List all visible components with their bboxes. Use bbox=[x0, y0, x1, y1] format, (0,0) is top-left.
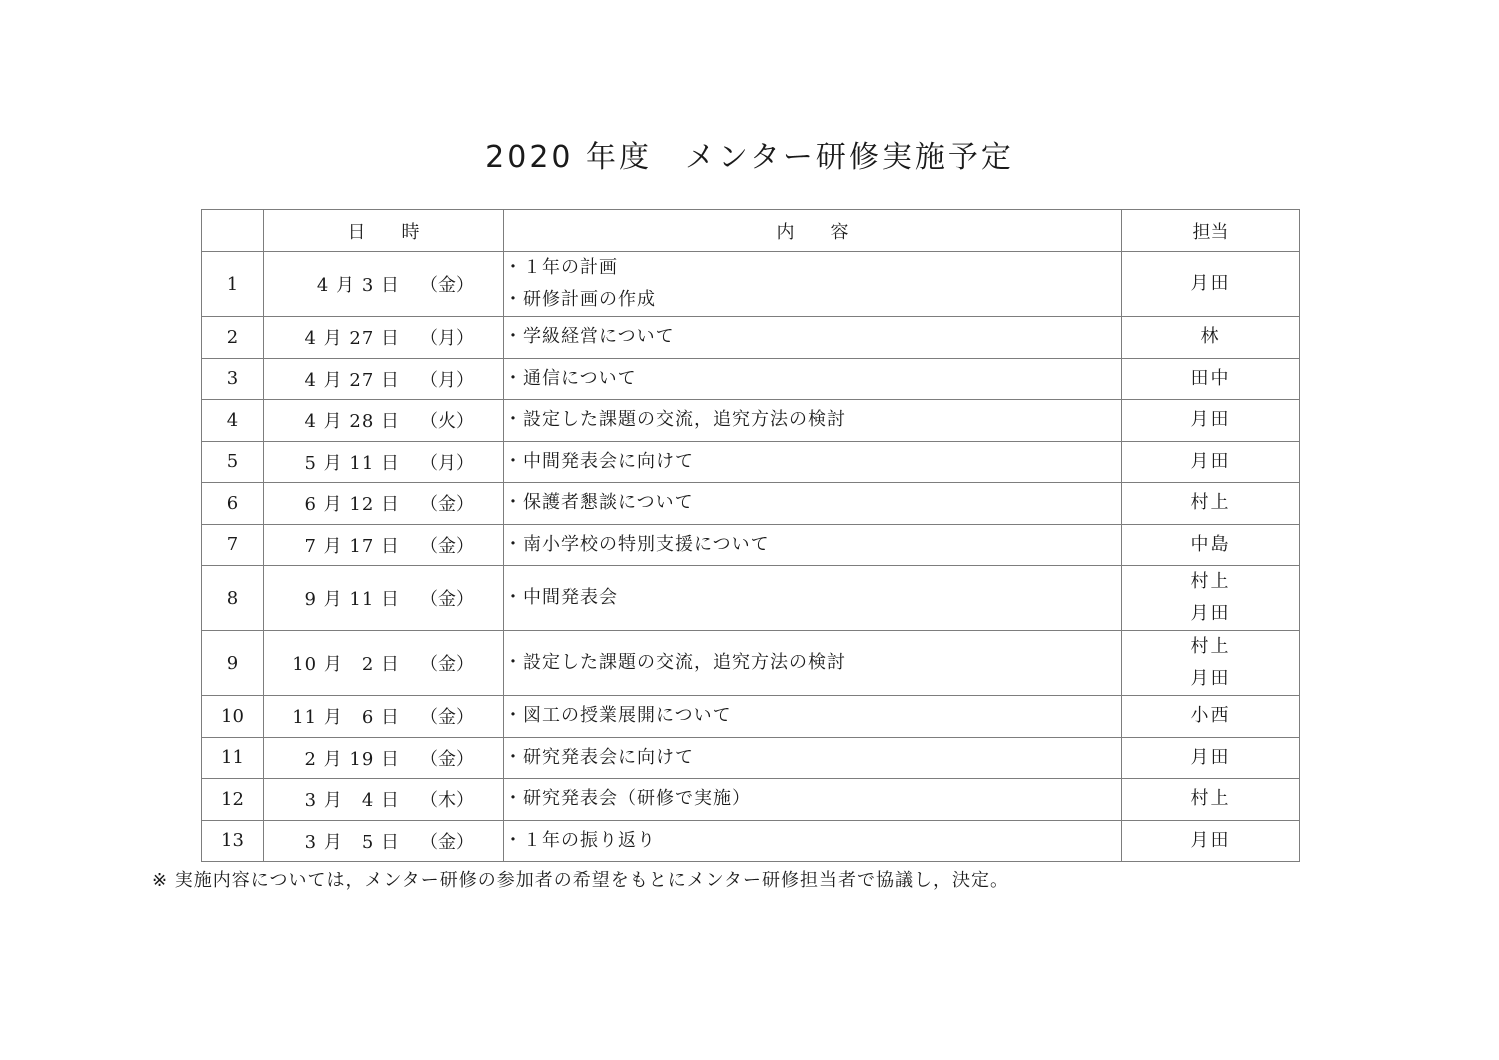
row-staff bbox=[1122, 400, 1300, 442]
row-month-day: 3 月 5 日 bbox=[304, 831, 400, 853]
row-staff bbox=[1122, 696, 1300, 738]
row-month-day: 4 月 27 日 bbox=[304, 369, 400, 391]
table-row bbox=[202, 252, 1300, 317]
header-row bbox=[202, 210, 1300, 252]
row-staff bbox=[1122, 358, 1300, 400]
table-row bbox=[202, 441, 1300, 483]
table-row bbox=[202, 566, 1300, 631]
row-content bbox=[504, 400, 1122, 442]
staff-name: 月田 bbox=[1190, 746, 1231, 768]
row-staff bbox=[1122, 631, 1300, 696]
content-line: ・１年の振り返り bbox=[504, 829, 656, 851]
staff-name: 月田 bbox=[1190, 450, 1231, 472]
row-date bbox=[264, 631, 504, 696]
header-date: 日 時 bbox=[264, 210, 504, 252]
row-number: 3 bbox=[202, 358, 264, 400]
content-line: ・設定した課題の交流，追究方法の検討 bbox=[504, 652, 846, 673]
row-month-day: 4 月 3 日 bbox=[316, 275, 400, 296]
staff-name: 月田 bbox=[1190, 273, 1231, 294]
row-weekday: （金） bbox=[420, 275, 474, 296]
row-weekday: （金） bbox=[420, 589, 474, 610]
row-number: 10 bbox=[202, 696, 264, 738]
table-row bbox=[202, 631, 1300, 696]
row-staff bbox=[1122, 779, 1300, 821]
content-line: ・設定した課題の交流，追究方法の検討 bbox=[504, 409, 846, 431]
row-date bbox=[264, 779, 504, 821]
content-line: ・１年の計画 bbox=[504, 257, 618, 278]
content-line: ・研究発表会に向けて bbox=[504, 746, 694, 768]
row-weekday: （金） bbox=[420, 748, 474, 770]
row-content bbox=[504, 441, 1122, 483]
row-staff bbox=[1122, 483, 1300, 525]
row-number: 13 bbox=[202, 820, 264, 862]
staff-name: 月田 bbox=[1190, 409, 1231, 431]
row-weekday: （月） bbox=[420, 328, 474, 350]
row-month-day: 10 月 2 日 bbox=[292, 654, 400, 675]
schedule-table bbox=[201, 209, 1300, 862]
table-row bbox=[202, 779, 1300, 821]
staff-name: 月田 bbox=[1190, 603, 1231, 624]
row-date bbox=[264, 696, 504, 738]
page-title: 2020 年度 メンター研修実施予定 bbox=[485, 140, 1014, 175]
content-line: ・研修計画の作成 bbox=[504, 289, 656, 310]
row-date bbox=[264, 252, 504, 317]
content-line: ・中間発表会 bbox=[504, 587, 618, 608]
staff-name: 中島 bbox=[1190, 533, 1231, 555]
row-staff bbox=[1122, 252, 1300, 317]
table-row bbox=[202, 400, 1300, 442]
row-staff bbox=[1122, 524, 1300, 566]
row-content bbox=[504, 779, 1122, 821]
row-date bbox=[264, 820, 504, 862]
row-number: 4 bbox=[202, 400, 264, 442]
row-weekday: （木） bbox=[420, 790, 474, 812]
row-weekday: （月） bbox=[420, 369, 474, 391]
row-content bbox=[504, 317, 1122, 359]
row-number: 5 bbox=[202, 441, 264, 483]
row-month-day: 2 月 19 日 bbox=[304, 748, 400, 770]
staff-name: 村上 bbox=[1190, 571, 1231, 592]
staff-name: 村上 bbox=[1190, 492, 1231, 514]
content-line: ・通信について bbox=[504, 367, 637, 389]
row-content bbox=[504, 820, 1122, 862]
table-row bbox=[202, 820, 1300, 862]
row-month-day: 7 月 17 日 bbox=[304, 535, 400, 557]
content-line: ・研究発表会（研修で実施） bbox=[504, 788, 751, 810]
table-row bbox=[202, 524, 1300, 566]
row-content bbox=[504, 631, 1122, 696]
table-row bbox=[202, 358, 1300, 400]
row-staff bbox=[1122, 441, 1300, 483]
row-date bbox=[264, 483, 504, 525]
row-date bbox=[264, 524, 504, 566]
row-content bbox=[504, 252, 1122, 317]
table-row bbox=[202, 317, 1300, 359]
footnote: ※ 実施内容については，メンター研修の参加者の希望をもとにメンター研修担当者で協議し，決定。 bbox=[152, 870, 1009, 891]
row-month-day: 5 月 11 日 bbox=[304, 452, 400, 474]
row-month-day: 6 月 12 日 bbox=[304, 494, 400, 516]
row-number: 2 bbox=[202, 317, 264, 359]
row-date bbox=[264, 566, 504, 631]
row-content bbox=[504, 566, 1122, 631]
row-weekday: （金） bbox=[420, 707, 474, 729]
row-number: 11 bbox=[202, 737, 264, 779]
row-month-day: 9 月 11 日 bbox=[304, 589, 400, 610]
row-date bbox=[264, 400, 504, 442]
row-number: 1 bbox=[202, 252, 264, 317]
staff-name: 林 bbox=[1200, 326, 1221, 348]
row-number: 8 bbox=[202, 566, 264, 631]
row-date bbox=[264, 317, 504, 359]
staff-name: 月田 bbox=[1190, 829, 1231, 851]
row-date bbox=[264, 358, 504, 400]
content-line: ・中間発表会に向けて bbox=[504, 450, 694, 472]
row-month-day: 3 月 4 日 bbox=[304, 790, 400, 812]
table-row bbox=[202, 737, 1300, 779]
row-number: 7 bbox=[202, 524, 264, 566]
table-row bbox=[202, 483, 1300, 525]
row-content bbox=[504, 696, 1122, 738]
row-weekday: （金） bbox=[420, 494, 474, 516]
row-date bbox=[264, 441, 504, 483]
row-month-day: 4 月 27 日 bbox=[304, 328, 400, 350]
staff-name: 月田 bbox=[1190, 668, 1231, 689]
row-content bbox=[504, 358, 1122, 400]
row-number: 9 bbox=[202, 631, 264, 696]
table-row bbox=[202, 696, 1300, 738]
content-line: ・図工の授業展開について bbox=[504, 705, 732, 727]
header-content: 内 容 bbox=[504, 210, 1122, 252]
staff-name: 村上 bbox=[1190, 636, 1231, 657]
row-weekday: （金） bbox=[420, 831, 474, 853]
row-number: 6 bbox=[202, 483, 264, 525]
row-date bbox=[264, 737, 504, 779]
schedule-body bbox=[202, 252, 1300, 862]
row-weekday: （火） bbox=[420, 411, 474, 433]
row-weekday: （金） bbox=[420, 654, 474, 675]
header-staff: 担当 bbox=[1122, 210, 1300, 252]
row-staff bbox=[1122, 820, 1300, 862]
staff-name: 田中 bbox=[1190, 367, 1231, 389]
row-weekday: （金） bbox=[420, 535, 474, 557]
row-weekday: （月） bbox=[420, 452, 474, 474]
row-content bbox=[504, 483, 1122, 525]
content-line: ・南小学校の特別支援について bbox=[504, 533, 770, 555]
staff-name: 村上 bbox=[1190, 788, 1231, 810]
row-number: 12 bbox=[202, 779, 264, 821]
row-month-day: 4 月 28 日 bbox=[304, 411, 400, 433]
staff-name: 小西 bbox=[1190, 705, 1231, 727]
content-line: ・保護者懇談について bbox=[504, 492, 694, 514]
row-content bbox=[504, 524, 1122, 566]
header-no bbox=[202, 210, 264, 252]
row-content bbox=[504, 737, 1122, 779]
row-staff bbox=[1122, 566, 1300, 631]
content-line: ・学級経営について bbox=[504, 326, 675, 348]
row-staff bbox=[1122, 737, 1300, 779]
row-staff bbox=[1122, 317, 1300, 359]
row-month-day: 11 月 6 日 bbox=[292, 707, 400, 729]
